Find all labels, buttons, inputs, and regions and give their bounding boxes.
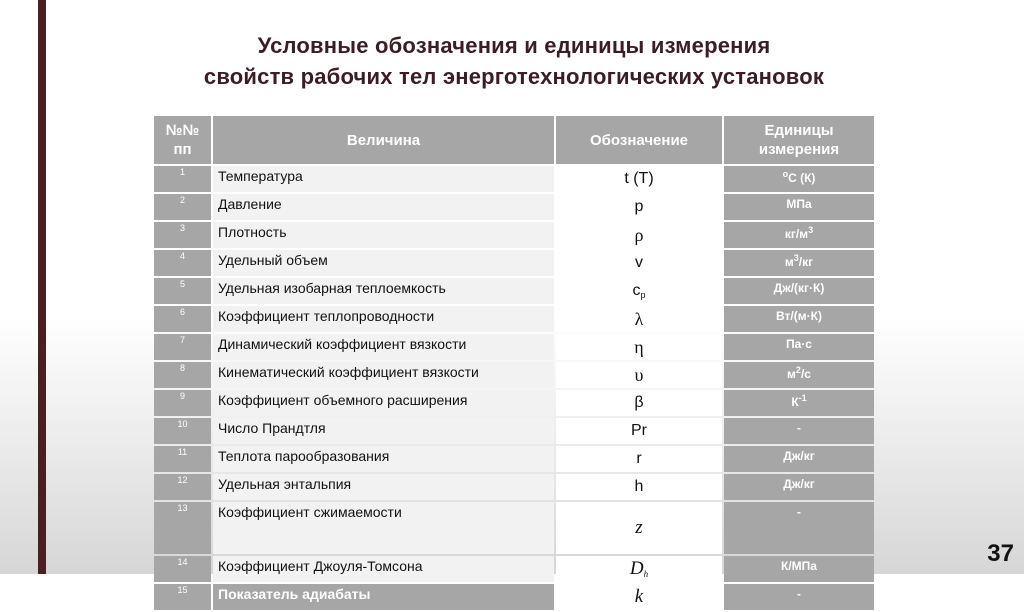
row-symbol: λ — [556, 306, 722, 332]
row-symbol: k — [556, 584, 722, 610]
row-unit: Вт/(м·К) — [724, 306, 874, 332]
title-line-1: Условные обозначения и единицы измерения — [257, 33, 771, 58]
row-quantity: Температура — [213, 166, 554, 192]
row-quantity: Коэффициент теплопроводности — [213, 306, 554, 332]
header-num-line2: пп — [173, 141, 192, 158]
page-number: 37 — [987, 540, 1014, 567]
table-row — [154, 390, 874, 416]
row-quantity: Кинематический коэффициент вязкости — [213, 362, 554, 388]
table-row — [154, 250, 874, 276]
row-quantity: Удельная изобарная теплоемкость — [213, 278, 554, 304]
row-number: 10 — [154, 418, 211, 444]
row-number: 15 — [154, 584, 211, 610]
row-symbol: ρ — [556, 222, 722, 248]
row-unit: - — [724, 418, 874, 444]
row-symbol: t (T) — [556, 166, 722, 192]
row-unit: - — [724, 502, 874, 554]
table-row — [154, 222, 874, 248]
header-symbol: Обозначение — [556, 116, 722, 164]
row-number: 2 — [154, 194, 211, 220]
header-quantity: Величина — [213, 116, 554, 164]
row-symbol: z — [556, 502, 722, 554]
row-quantity: Число Прандтля — [213, 418, 554, 444]
row-unit: $^о$С (К) — [724, 166, 874, 192]
row-unit: $кг/м^3$ — [724, 222, 874, 248]
row-number: 9 — [154, 390, 211, 416]
row-number: 14 — [154, 556, 211, 582]
row-unit: $м^3/кг$ — [724, 250, 874, 276]
table-row — [154, 502, 874, 554]
header-num — [154, 116, 211, 164]
row-number: 5 — [154, 278, 211, 304]
row-quantity: Теплота парообразования — [213, 446, 554, 472]
row-quantity: Коэффициент Джоуля-Томсона — [213, 556, 554, 582]
row-quantity: Динамический коэффициент вязкости — [213, 334, 554, 360]
row-quantity: Коэффициент сжимаемости — [213, 502, 554, 554]
row-unit: $К^{-1}$ — [724, 390, 874, 416]
row-unit: Дж/(кг·К) — [724, 278, 874, 304]
row-unit: Дж/кг — [724, 474, 874, 500]
table-header-row — [154, 116, 874, 164]
row-unit: К/МПа — [724, 556, 874, 582]
row-unit: - — [724, 584, 874, 610]
row-number: 13 — [154, 502, 211, 554]
table-row — [154, 556, 874, 582]
row-symbol: β — [556, 390, 722, 416]
header-units-line2: измерения — [758, 141, 840, 158]
row-quantity: Удельная энтальпия — [213, 474, 554, 500]
table-row — [154, 166, 874, 192]
row-number: 7 — [154, 334, 211, 360]
table-row — [154, 418, 874, 444]
title-line-2: свойств рабочих тел энерготехнологических установок — [203, 64, 825, 89]
row-quantity: Давление — [213, 194, 554, 220]
row-symbol: h — [556, 474, 722, 500]
row-quantity: Плотность — [213, 222, 554, 248]
table-row — [154, 584, 874, 610]
row-symbol: $D_h$ — [556, 556, 722, 582]
row-unit: Дж/кг — [724, 446, 874, 472]
table-row — [154, 306, 874, 332]
row-symbol: η — [556, 334, 722, 360]
left-accent-bar — [38, 0, 46, 574]
row-symbol: r — [556, 446, 722, 472]
table-row — [154, 362, 874, 388]
table-row — [154, 446, 874, 472]
table-row — [154, 278, 874, 304]
table-row — [154, 334, 874, 360]
row-number: 1 — [154, 166, 211, 192]
header-units-line1: Единицы — [764, 122, 834, 139]
row-unit: МПа — [724, 194, 874, 220]
slide-title — [60, 30, 968, 92]
row-symbol: Pr — [556, 418, 722, 444]
row-number: 6 — [154, 306, 211, 332]
row-quantity: Коэффициент объемного расширения — [213, 390, 554, 416]
header-num-line1: №№ — [165, 122, 200, 139]
table-row — [154, 474, 874, 500]
row-symbol: $c_p$ — [556, 278, 722, 304]
table-row — [154, 194, 874, 220]
row-quantity: Показатель адиабаты — [213, 584, 554, 610]
row-number: 4 — [154, 250, 211, 276]
row-unit: $м^2/с$ — [724, 362, 874, 388]
row-symbol: v — [556, 250, 722, 276]
properties-table — [152, 114, 876, 612]
row-quantity: Удельный объем — [213, 250, 554, 276]
row-unit: Па·с — [724, 334, 874, 360]
row-symbol: p — [556, 194, 722, 220]
row-number: 12 — [154, 474, 211, 500]
row-number: 11 — [154, 446, 211, 472]
row-number: 8 — [154, 362, 211, 388]
row-symbol: υ — [556, 362, 722, 388]
row-number: 3 — [154, 222, 211, 248]
header-units — [724, 116, 874, 164]
